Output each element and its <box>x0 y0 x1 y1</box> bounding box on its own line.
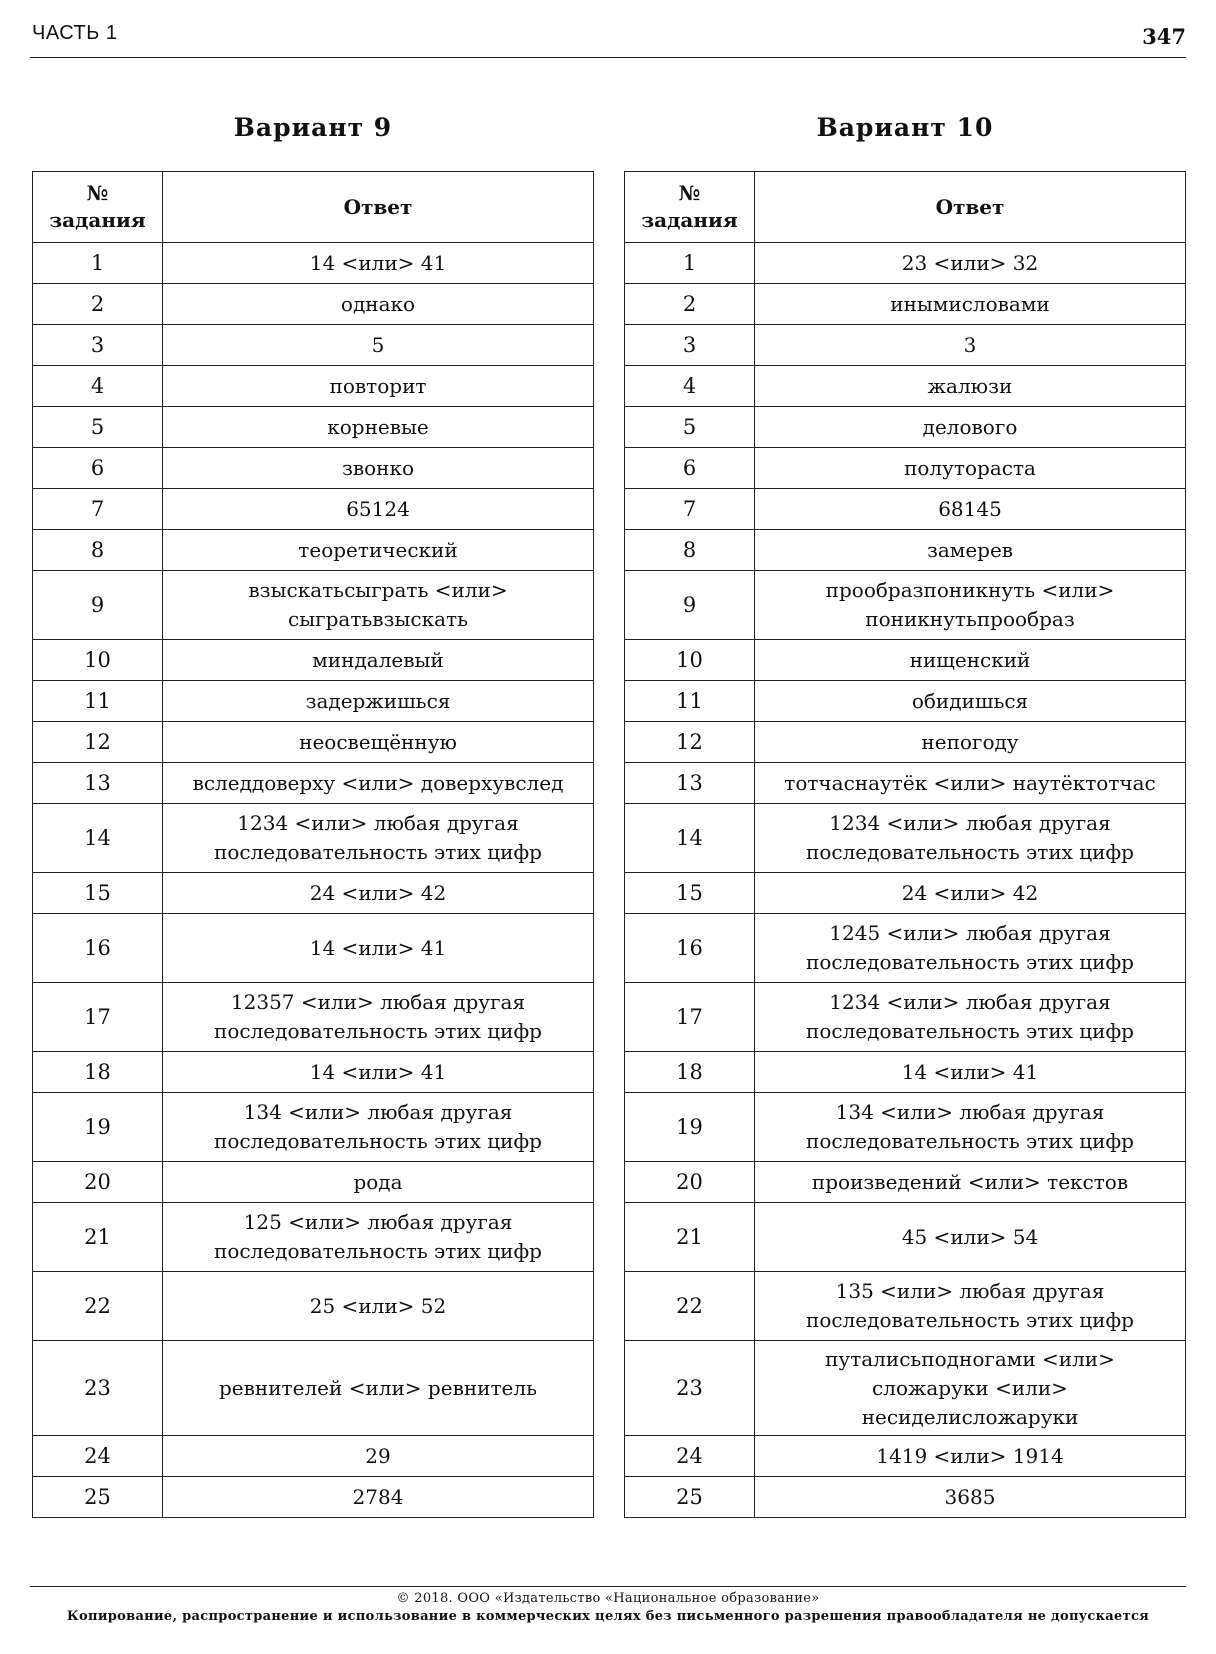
task-number-cell: 2 <box>33 284 163 325</box>
task-number-cell: 12 <box>625 722 755 763</box>
variant-10-answer-table <box>624 171 1186 1518</box>
answer-cell: 3 <box>755 325 1186 366</box>
answer-cell: задержишься <box>163 681 594 722</box>
task-number-cell: 4 <box>625 366 755 407</box>
footer-divider <box>30 1586 1186 1587</box>
task-number-cell: 20 <box>33 1162 163 1203</box>
table-row <box>625 530 1186 571</box>
task-number-cell: 11 <box>625 681 755 722</box>
task-number-cell: 11 <box>33 681 163 722</box>
footer-notice: Копирование, распространение и использование в коммерческих целях без письменного разрешения правообладателя не допускается <box>66 1609 1150 1624</box>
answer-cell: 45 <или> 54 <box>755 1203 1186 1272</box>
task-number-cell: 8 <box>33 530 163 571</box>
table-row <box>625 914 1186 983</box>
answer-cell: миндалевый <box>163 640 594 681</box>
answer-cell: путалисьподногами <или> сложаруки <или> несиделисложаруки <box>755 1341 1186 1436</box>
task-number-cell: 6 <box>33 448 163 489</box>
answer-cell: 24 <или> 42 <box>163 873 594 914</box>
task-number-cell: 21 <box>625 1203 755 1272</box>
table-row <box>33 571 594 640</box>
table-row <box>33 681 594 722</box>
table-row <box>625 489 1186 530</box>
table-row <box>625 640 1186 681</box>
task-number-cell: 10 <box>33 640 163 681</box>
table-row <box>33 873 594 914</box>
table-row <box>625 366 1186 407</box>
task-number-cell: 23 <box>625 1341 755 1436</box>
table-row <box>625 1162 1186 1203</box>
task-number-cell: 23 <box>33 1341 163 1436</box>
answer-cell: полутораста <box>755 448 1186 489</box>
task-number-cell: 3 <box>33 325 163 366</box>
answer-cell: корневые <box>163 407 594 448</box>
table-row <box>625 1477 1186 1518</box>
task-number-cell: 20 <box>625 1162 755 1203</box>
table-row <box>33 530 594 571</box>
table-row <box>33 763 594 804</box>
task-number-cell: 5 <box>33 407 163 448</box>
answer-cell: нищенский <box>755 640 1186 681</box>
task-number-cell: 14 <box>625 804 755 873</box>
table-row <box>625 763 1186 804</box>
table-row <box>625 1203 1186 1272</box>
answer-cell: делового <box>755 407 1186 448</box>
table-row <box>33 804 594 873</box>
answer-cell: 65124 <box>163 489 594 530</box>
page-number: 347 <box>1142 24 1186 49</box>
table-row <box>33 722 594 763</box>
answer-cell: звонко <box>163 448 594 489</box>
answer-cell: 1245 <или> любая другая последовательность этих цифр <box>755 914 1186 983</box>
answer-cell: теоретический <box>163 530 594 571</box>
table-row <box>33 1341 594 1436</box>
task-number-cell: 1 <box>625 243 755 284</box>
table-header-row <box>625 172 1186 243</box>
answer-cell: ревнителей <или> ревнитель <box>163 1341 594 1436</box>
answer-cell: 24 <или> 42 <box>755 873 1186 914</box>
answer-cell: тотчаснаутёк <или> наутёктотчас <box>755 763 1186 804</box>
answer-cell: 14 <или> 41 <box>163 243 594 284</box>
answer-cell: 1234 <или> любая другая последовательность этих цифр <box>755 804 1186 873</box>
answer-cell: 1419 <или> 1914 <box>755 1436 1186 1477</box>
answer-cell: взыскатьсыграть <или> сыгратьвзыскать <box>163 571 594 640</box>
answer-cell: однако <box>163 284 594 325</box>
table-row <box>625 1436 1186 1477</box>
table-row <box>625 722 1186 763</box>
task-number-cell: 12 <box>33 722 163 763</box>
column-header-answer: Ответ <box>755 172 1186 243</box>
table-row <box>33 1203 594 1272</box>
table-row <box>33 1272 594 1341</box>
answer-cell: 134 <или> любая другая последовательность этих цифр <box>755 1093 1186 1162</box>
task-number-cell: 15 <box>33 873 163 914</box>
task-number-cell: 6 <box>625 448 755 489</box>
table-row <box>33 640 594 681</box>
answer-cell: 68145 <box>755 489 1186 530</box>
task-number-cell: 17 <box>33 983 163 1052</box>
task-number-cell: 14 <box>33 804 163 873</box>
column-header-task-number: № задания <box>33 172 163 243</box>
task-number-cell: 19 <box>625 1093 755 1162</box>
task-number-cell: 13 <box>33 763 163 804</box>
task-number-cell: 18 <box>33 1052 163 1093</box>
table-row <box>625 284 1186 325</box>
task-number-cell: 2 <box>625 284 755 325</box>
task-number-cell: 22 <box>625 1272 755 1341</box>
variant-9-answer-table <box>32 171 594 1518</box>
table-row <box>33 407 594 448</box>
task-number-cell: 13 <box>625 763 755 804</box>
table-row <box>625 407 1186 448</box>
answer-cell: 14 <или> 41 <box>755 1052 1186 1093</box>
column-header-task-number: № задания <box>625 172 755 243</box>
table-row <box>33 325 594 366</box>
table-row <box>625 448 1186 489</box>
answer-cell: замерев <box>755 530 1186 571</box>
section-label: ЧАСТЬ 1 <box>32 22 118 44</box>
answer-cell: 12357 <или> любая другая последовательность этих цифр <box>163 983 594 1052</box>
variant-9-title: Вариант 9 <box>233 113 393 142</box>
task-number-cell: 16 <box>625 914 755 983</box>
table-row <box>33 366 594 407</box>
task-number-cell: 4 <box>33 366 163 407</box>
table-row <box>33 1162 594 1203</box>
answer-cell: 3685 <box>755 1477 1186 1518</box>
task-number-cell: 7 <box>625 489 755 530</box>
table-row <box>625 571 1186 640</box>
task-number-cell: 25 <box>33 1477 163 1518</box>
answer-cell: инымисловами <box>755 284 1186 325</box>
task-number-cell: 24 <box>625 1436 755 1477</box>
task-number-cell: 18 <box>625 1052 755 1093</box>
footer-copyright: © 2018. ООО «Издательство «Национальное образование» <box>396 1591 820 1606</box>
answer-cell: 1234 <или> любая другая последовательность этих цифр <box>163 804 594 873</box>
answer-cell: 14 <или> 41 <box>163 1052 594 1093</box>
task-number-cell: 15 <box>625 873 755 914</box>
task-number-cell: 3 <box>625 325 755 366</box>
table-row <box>625 804 1186 873</box>
table-row <box>625 983 1186 1052</box>
answer-cell: произведений <или> текстов <box>755 1162 1186 1203</box>
answer-cell: 14 <или> 41 <box>163 914 594 983</box>
task-number-cell: 9 <box>33 571 163 640</box>
answer-cell: 135 <или> любая другая последовательность этих цифр <box>755 1272 1186 1341</box>
task-number-cell: 10 <box>625 640 755 681</box>
answer-cell: 29 <box>163 1436 594 1477</box>
answer-cell: жалюзи <box>755 366 1186 407</box>
table-row <box>33 983 594 1052</box>
task-number-cell: 9 <box>625 571 755 640</box>
task-number-cell: 21 <box>33 1203 163 1272</box>
answer-cell: рода <box>163 1162 594 1203</box>
task-number-cell: 22 <box>33 1272 163 1341</box>
table-row <box>625 1341 1186 1436</box>
table-row <box>33 1436 594 1477</box>
variant-10-title: Вариант 10 <box>816 113 994 142</box>
table-row <box>33 914 594 983</box>
answer-cell: 2784 <box>163 1477 594 1518</box>
table-row <box>33 243 594 284</box>
table-row <box>33 1477 594 1518</box>
table-row <box>625 873 1186 914</box>
answer-cell: вследдоверху <или> доверхувслед <box>163 763 594 804</box>
answer-cell: обидишься <box>755 681 1186 722</box>
task-number-cell: 8 <box>625 530 755 571</box>
task-number-cell: 19 <box>33 1093 163 1162</box>
table-row <box>33 448 594 489</box>
answer-cell: 125 <или> любая другая последовательность этих цифр <box>163 1203 594 1272</box>
task-number-cell: 24 <box>33 1436 163 1477</box>
answer-cell: прообразпоникнуть <или> поникнутьпрообраз <box>755 571 1186 640</box>
table-row <box>33 1052 594 1093</box>
table-row <box>625 1272 1186 1341</box>
table-row <box>625 681 1186 722</box>
task-number-cell: 16 <box>33 914 163 983</box>
table-row <box>33 1093 594 1162</box>
task-number-cell: 17 <box>625 983 755 1052</box>
table-row <box>625 325 1186 366</box>
column-header-answer: Ответ <box>163 172 594 243</box>
answer-cell: 5 <box>163 325 594 366</box>
answer-cell: 134 <или> любая другая последовательность этих цифр <box>163 1093 594 1162</box>
answer-cell: повторит <box>163 366 594 407</box>
table-row <box>625 1093 1186 1162</box>
task-number-cell: 25 <box>625 1477 755 1518</box>
table-row <box>625 1052 1186 1093</box>
answer-cell: неосвещённую <box>163 722 594 763</box>
table-header-row <box>33 172 594 243</box>
answer-cell: 25 <или> 52 <box>163 1272 594 1341</box>
task-number-cell: 5 <box>625 407 755 448</box>
table-row <box>625 243 1186 284</box>
answer-cell: непогоду <box>755 722 1186 763</box>
task-number-cell: 1 <box>33 243 163 284</box>
answer-cell: 23 <или> 32 <box>755 243 1186 284</box>
table-row <box>33 489 594 530</box>
table-row <box>33 284 594 325</box>
answer-cell: 1234 <или> любая другая последовательность этих цифр <box>755 983 1186 1052</box>
task-number-cell: 7 <box>33 489 163 530</box>
header-divider <box>30 57 1186 58</box>
